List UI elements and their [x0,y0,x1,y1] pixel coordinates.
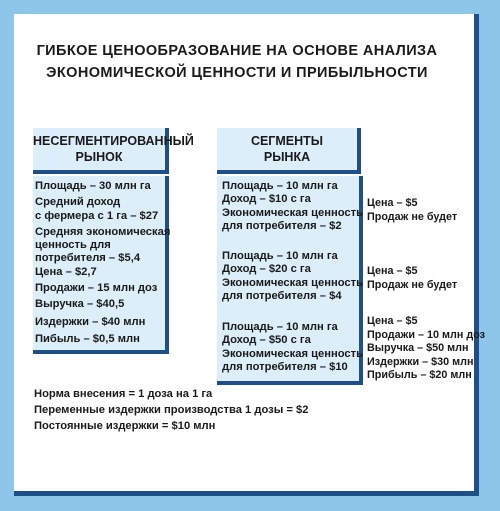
unsegmented-header-line-1: НЕСЕГМЕНТИРОВАННЫЙ [33,134,194,148]
segment-group-3 [217,321,364,374]
segment-2-value-2: для потребителя – $4 [222,289,342,302]
segment-3-price: Цена – $5 [367,315,418,327]
title-line-1: ГИБКОЕ ЦЕНООБРАЗОВАНИЕ НА ОСНОВЕ АНАЛИЗА [36,43,438,59]
segment-2-income: Доход – $20 с га [222,263,311,276]
footnotes [34,386,308,434]
segment-1-income: Доход – $10 с га [222,193,311,206]
unsegmented-value-3: потребителя – $5,4 [35,252,141,265]
unsegmented-value-1: Средняя экономическая [35,225,171,238]
diagram-title [0,40,474,84]
unsegmented-profit: Пибыль – $0,5 млн [35,332,140,345]
segment-1-value-2: для потребителя – $2 [222,219,342,232]
segment-3-area: Площадь – 10 млн га [222,321,338,333]
unsegmented-costs: Издержки – $40 млн [35,315,146,328]
unsegmented-header-line-2: РЫНОК [75,150,123,164]
unsegmented-header [33,128,194,174]
footnote-fixed-costs: Постоянные издержки = $10 млн [34,420,216,432]
segment-3-revenue: Выручка – $50 млн [367,342,469,354]
unsegmented-income-1: Средний доход [35,196,121,209]
segment-3-value-2: для потребителя – $10 [222,360,348,373]
segments-header-line-2: РЫНКА [263,150,311,164]
segment-3-outcome [367,315,485,383]
unsegmented-value-2: ценность для [35,239,111,252]
segment-1-outcome [367,197,457,224]
segment-2-outcome [367,265,457,292]
unsegmented-area: Площадь – 30 млн га [35,180,151,192]
unsegmented-sales: Продажи – 15 млн доз [35,282,158,295]
segment-2-price: Цена – $5 [367,265,418,277]
segment-group-2 [217,250,364,303]
title-line-2: ЭКОНОМИЧЕСКОЙ ЦЕННОСТИ И ПРИБЫЛЬНОСТИ [46,65,428,81]
segments-header-line-1: СЕГМЕНТЫ [250,134,324,148]
unsegmented-panel [33,176,169,354]
segment-3-costs: Издержки – $30 млн [367,355,474,368]
footnote-application-rate: Норма внесения = 1 доза на 1 га [34,388,213,400]
segment-2-area: Площадь – 10 млн га [222,250,338,262]
segments-header [217,128,361,174]
segment-1-area: Площадь – 10 млн га [222,180,338,192]
segment-3-value-1: Экономическая ценность [222,347,363,360]
segment-1-price: Цена – $5 [367,197,418,209]
segment-group-1 [217,180,364,233]
segment-3-profit: Прибыль – $20 млн [367,369,472,381]
segment-2-value-1: Экономическая ценность [222,276,363,289]
segment-3-income: Доход – $50 с га [222,334,311,347]
unsegmented-income-2: с фермера с 1 га – $27 [35,209,159,222]
segments-panel [217,176,363,385]
unsegmented-revenue: Выручка – $40,5 [35,298,125,311]
segment-1-sales: Продаж не будет [367,210,458,223]
unsegmented-price: Цена – $2,7 [35,265,97,278]
footnote-variable-costs: Переменные издержки производства 1 дозы = $2 [34,404,309,416]
segment-2-sales: Продаж не будет [367,278,458,291]
segment-3-sales: Продажи – 10 млн доз [367,328,486,341]
segment-1-value-1: Экономическая ценность [222,206,363,219]
